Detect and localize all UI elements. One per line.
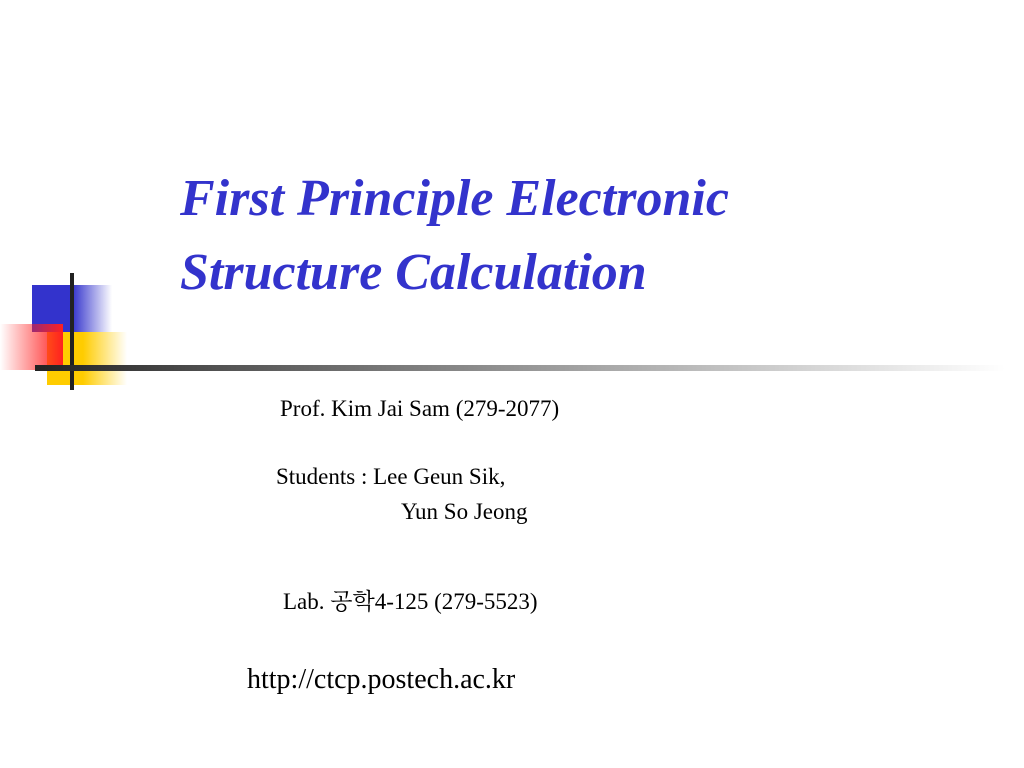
- website-link[interactable]: http://ctcp.postech.ac.kr: [247, 664, 516, 695]
- decor-red-square: [0, 324, 63, 370]
- title-line-1: First Principle Electronic: [180, 170, 729, 227]
- professor-text: Prof. Kim Jai Sam (279-2077): [280, 396, 560, 421]
- slide-title: [180, 162, 729, 310]
- title-line-2: Structure Calculation: [180, 244, 647, 301]
- students-second-text: Yun So Jeong: [401, 499, 528, 524]
- decor-vertical-line: [70, 273, 74, 390]
- students-text: Students : Lee Geun Sik,: [276, 464, 506, 489]
- decor-horizontal-rule: [35, 365, 1005, 371]
- lab-text: Lab. 공학4-125 (279-5523): [283, 589, 538, 614]
